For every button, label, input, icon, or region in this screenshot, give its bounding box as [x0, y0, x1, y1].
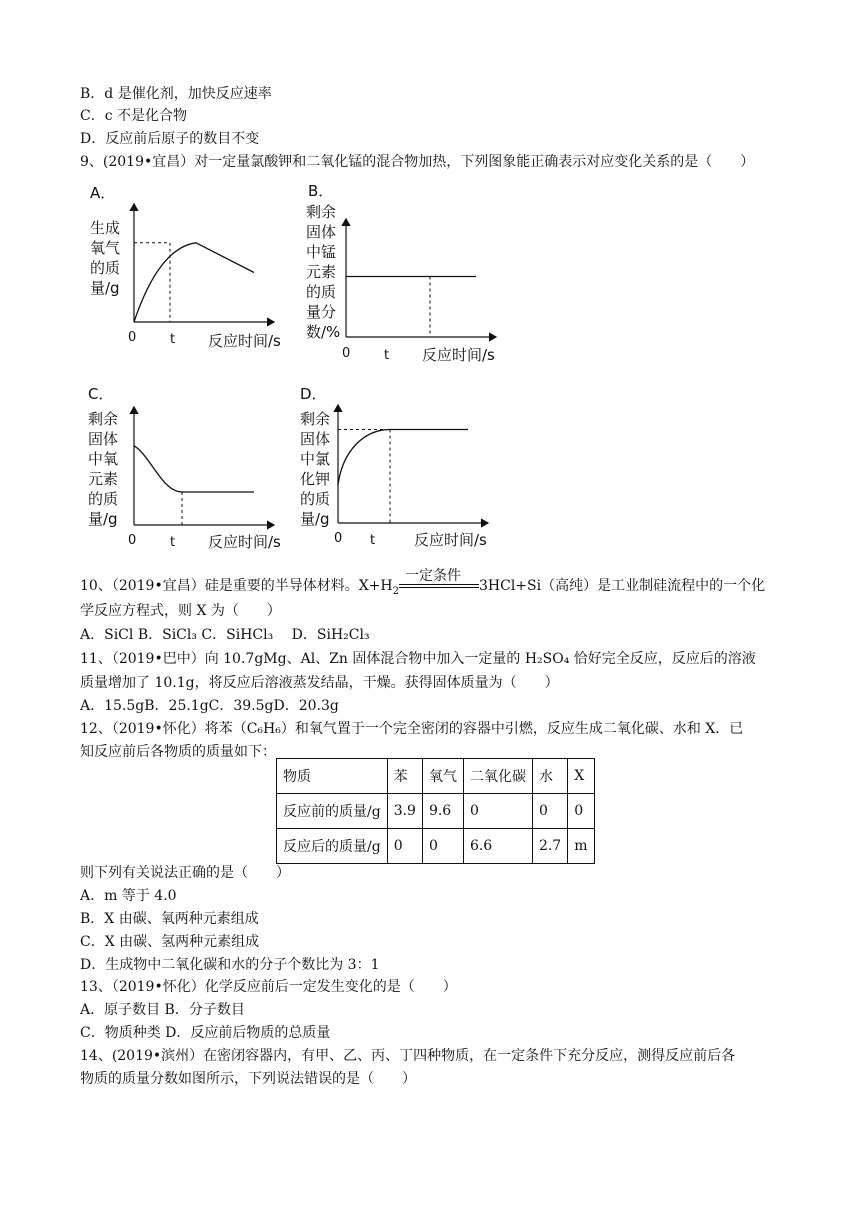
table-cell: 苯 [387, 759, 422, 794]
question-12-line1: 12、（2019•怀化）将苯（C₆H₆）和氧气置于一个完全密闭的容器中引燃，反应生成二氧化碳、水和 X．已 [80, 721, 744, 737]
chart-d-label: D． [300, 385, 327, 403]
y-axis-label-line: 的质 [88, 490, 119, 508]
chart-a-tick-t: t [170, 332, 176, 347]
question-13-options-ab: A．原子数目 B．分子数目 [80, 1002, 245, 1018]
chart-c-origin: 0 [128, 533, 137, 548]
table-cell: 反应前的质量/g [277, 794, 388, 829]
question-11-line2: 质量增加了 10.1g，将反应后溶液蒸发结晶，干燥。获得固体质量为（ ） [80, 675, 559, 691]
question-12-line2: 知反应前后各物质的质量如下： [80, 744, 276, 760]
option-c-line: C．c 不是化合物 [80, 108, 188, 124]
question-12-option-a: A．m 等于 4.0 [80, 888, 177, 904]
chart-d-origin: 0 [334, 531, 343, 546]
y-axis-label-line: 的质 [306, 283, 337, 301]
question-10-options: A．SiCl B．SiCl₃ C．SiHCl₃ D．SiH₂Cl₃ [80, 627, 370, 643]
table-cell: 2.7 [532, 829, 567, 864]
table-cell: 水 [532, 759, 567, 794]
table-cell: 物质 [277, 759, 388, 794]
question-11-options: A．15.5gB．25.1gC．39.5gD．20.3g [80, 698, 339, 714]
option-d-line: D．反应前后原子的数目不变 [80, 131, 260, 147]
question-12-option-c: C．X 由碳、氢两种元素组成 [80, 934, 260, 950]
y-axis-label-line: 元素 [306, 263, 337, 281]
y-axis-label-line: 固体 [306, 223, 337, 241]
table-cell: 二氧化碳 [463, 759, 532, 794]
question-13-options-cd: C．物质种类 D．反应前后物质的总质量 [80, 1025, 331, 1041]
chart-a-origin: 0 [128, 330, 137, 345]
q10-pre: 10、（2019•宜昌）硅是重要的半导体材料。X+H [80, 578, 393, 594]
question-10-line1 [80, 568, 766, 602]
question-12-option-b: B．X 由碳、氧两种元素组成 [80, 911, 259, 927]
chart-b-plot [302, 180, 532, 370]
y-axis-label-line: 的质 [300, 490, 331, 508]
question-10-line2: 学反应方程式，则 X 为（ ） [80, 603, 281, 619]
q10-post: 3HCl+Si（高纯）是工业制硅流程中的一个化 [478, 578, 766, 594]
y-axis-label-line: 量/g [90, 279, 120, 297]
y-axis-label-line: 剩余 [306, 203, 337, 221]
chart-d-xlabel: 反应时间/s [414, 531, 487, 549]
y-axis-label-line: 剩余 [88, 410, 119, 428]
y-axis-label-line: 固体 [300, 430, 331, 448]
question-11-line1: 11、（2019•巴中）向 10.7gMg、Al、Zn 固体混合物中加入一定量的 H₂SO₄ 恰好完全反应，反应后的溶液 [80, 651, 756, 667]
question-13: 13、（2019•怀化）化学反应前后一定发生变化的是（ ） [80, 979, 457, 995]
y-axis-label-line: 量分 [306, 303, 337, 321]
table-cell: 0 [422, 829, 463, 864]
question-12-prompt: 则下列有关说法正确的是（ ） [80, 865, 290, 881]
chart-c-tick-t: t [170, 535, 176, 550]
y-axis-label-line: 中锰 [306, 243, 337, 261]
y-axis-label-line: 剩余 [300, 410, 331, 428]
table-cell: 3.9 [387, 794, 422, 829]
reaction-condition: 一定条件 [404, 568, 461, 584]
table-cell: 6.6 [463, 829, 532, 864]
data-line [134, 243, 254, 322]
y-axis-label-line: 中氧 [88, 450, 119, 468]
question-9: 9、(2019•宜昌）对一定量氯酸钾和二氧化锰的混合物加热，下列图象能正确表示对应变化关系的是（ ） [80, 154, 755, 170]
option-b-line: B．d 是催化剂，加快反应速率 [80, 86, 272, 102]
table-cell: 0 [387, 829, 422, 864]
chart-a-xlabel: 反应时间/s [208, 332, 281, 350]
table-row [277, 829, 595, 864]
y-axis-label-line: 数/% [306, 323, 341, 341]
chart-d-plot [296, 383, 526, 553]
table-cell: X [568, 759, 594, 794]
chart-c-plot [84, 383, 304, 553]
question-14-line2: 物质的质量分数如图所示，下列说法错误的是（ ） [80, 1071, 416, 1087]
table-cell: 0 [568, 794, 594, 829]
chart-c-xlabel: 反应时间/s [208, 533, 281, 551]
q10-sub: 2 [392, 585, 399, 597]
y-axis-label-line: 的质 [90, 259, 121, 277]
table-cell: 9.6 [422, 794, 463, 829]
table-header-row [277, 759, 595, 794]
chart-a-plot [84, 180, 304, 355]
y-axis-label-line: 元素 [88, 470, 119, 488]
y-axis-label-line: 量/g [88, 510, 118, 528]
y-axis-label-line: 化钾 [300, 470, 331, 488]
table-cell: 反应后的质量/g [277, 829, 388, 864]
chart-b-tick-t: t [384, 348, 390, 363]
question-12-option-d: D．生成物中二氧化碳和水的分子个数比为 3：1 [80, 957, 380, 973]
chart-a [84, 180, 304, 355]
data-line [338, 430, 468, 485]
chart-d [296, 383, 526, 553]
chart-c [84, 383, 304, 553]
data-line [134, 446, 254, 492]
y-axis-label-line: 生成 [90, 219, 121, 237]
chart-d-tick-t: t [370, 533, 376, 548]
chart-b [302, 180, 532, 370]
chart-b-xlabel: 反应时间/s [422, 346, 495, 364]
chart-b-label: B． [308, 182, 334, 200]
table-cell: 氧气 [422, 759, 463, 794]
chart-b-origin: 0 [342, 346, 351, 361]
mass-table [276, 758, 595, 864]
table-row [277, 794, 595, 829]
reaction-condition-arrow [399, 568, 479, 596]
y-axis-label-line: 量/g [300, 510, 330, 528]
y-axis-label-line: 固体 [88, 430, 119, 448]
chart-a-label: A． [90, 184, 116, 202]
y-axis-label-line: 氧气 [90, 239, 121, 257]
table-cell: 0 [532, 794, 567, 829]
table-cell: 0 [463, 794, 532, 829]
question-14-line1: 14、(2019•滨州）在密闭容器内，有甲、乙、丙、丁四种物质，在一定条件下充分反应，测得反应前后各 [80, 1048, 736, 1064]
chart-c-label: C． [88, 385, 114, 403]
y-axis-label-line: 中氯 [300, 450, 331, 468]
table-cell: m [568, 829, 594, 864]
